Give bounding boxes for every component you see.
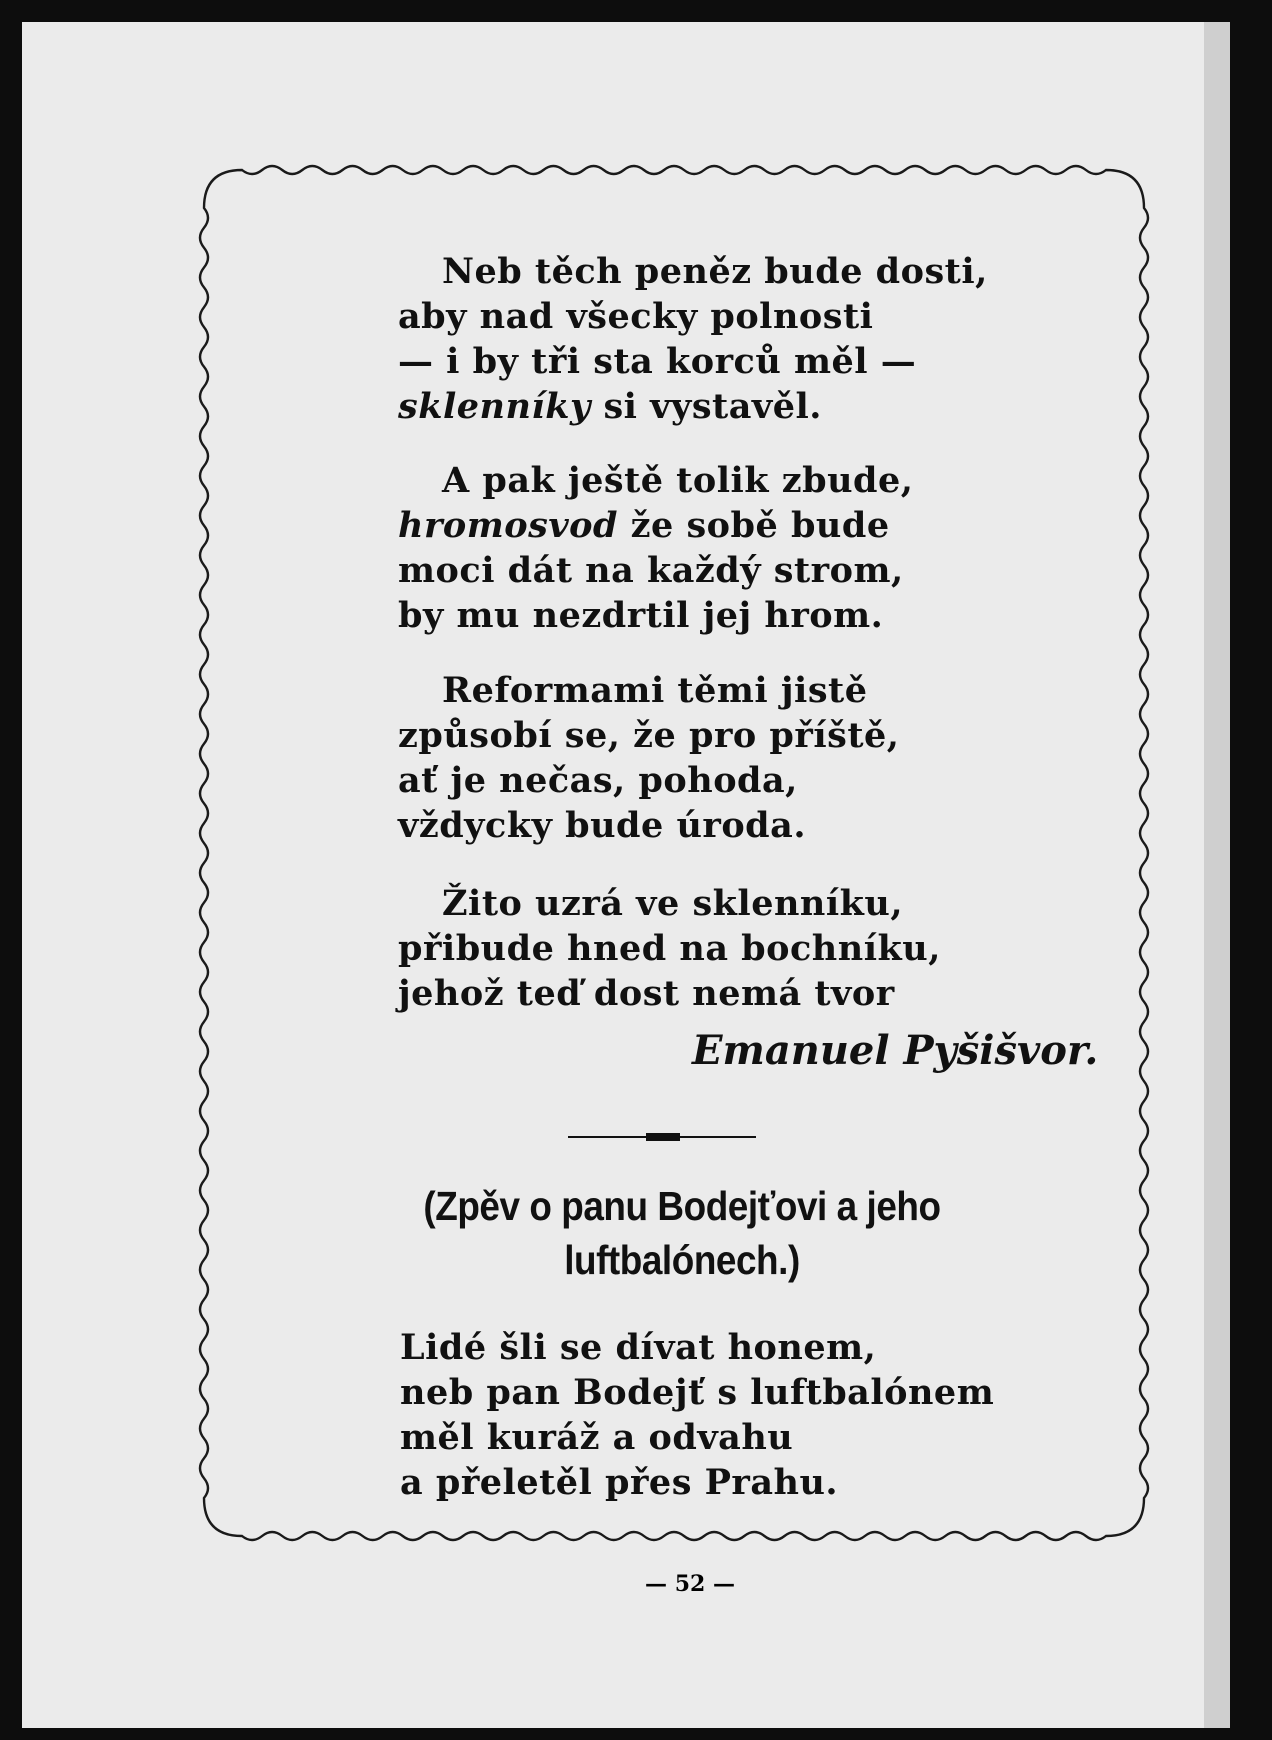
line-text: ať je nečas, pohoda, [398, 760, 798, 801]
poem-line [398, 550, 904, 591]
line-text: moci dát na každý strom, [398, 550, 904, 591]
line-text: Reformami těmi jistě [442, 670, 868, 711]
signature: Emanuel Pyšišvor. [692, 1027, 1099, 1074]
line-text: aby nad všecky polnosti [398, 296, 874, 337]
poem-line [398, 595, 884, 636]
poem-line: neb pan Bodejť s luftbalónem [400, 1372, 995, 1413]
poem-line [398, 973, 895, 1014]
poem-line [398, 505, 890, 546]
poem-line [442, 251, 988, 292]
poem-line [398, 805, 807, 846]
line-text: vždycky bude úroda. [398, 805, 807, 846]
page-number: — 52 — [645, 1571, 735, 1597]
italic-word: hromosvod [398, 505, 618, 546]
poem-line [398, 928, 941, 969]
poem-line [398, 386, 822, 427]
book-page [22, 22, 1230, 1728]
line-text: jehož teď dost nemá tvor [398, 973, 895, 1014]
song-heading-line-1: (Zpěv o panu Bodejťovi a jeho [423, 1183, 941, 1229]
line-text: A pak ještě tolik zbude, [442, 460, 914, 501]
poem-line [398, 341, 917, 382]
ornament-divider [568, 1130, 756, 1144]
poem-line [442, 883, 904, 924]
poem-line [442, 460, 914, 501]
poem-line: a přeletěl přes Prahu. [400, 1462, 839, 1503]
line-text: Neb těch peněz bude dosti, [442, 251, 988, 292]
poem-line [398, 296, 874, 337]
line-text: způsobí se, že pro příště, [398, 715, 900, 756]
page-text [22, 22, 1230, 1728]
line-text: by mu nezdrtil jej hrom. [398, 595, 884, 636]
italic-word: sklenníky [398, 386, 591, 427]
line-text: si vystavěl. [590, 386, 822, 427]
poem-line: měl kuráž a odvahu [400, 1417, 794, 1458]
line-text: že sobě bude [617, 505, 890, 546]
poem-line [442, 670, 868, 711]
poem-line: Lidé šli se dívat honem, [400, 1327, 877, 1368]
line-text: přibude hned na bochníku, [398, 928, 941, 969]
line-text: — i by tři sta korců měl — [398, 341, 917, 382]
poem-line [398, 715, 900, 756]
line-text: Žito uzrá ve sklenníku, [442, 883, 904, 924]
poem-line [398, 760, 798, 801]
song-heading-line-2: luftbalónech.) [564, 1237, 800, 1283]
